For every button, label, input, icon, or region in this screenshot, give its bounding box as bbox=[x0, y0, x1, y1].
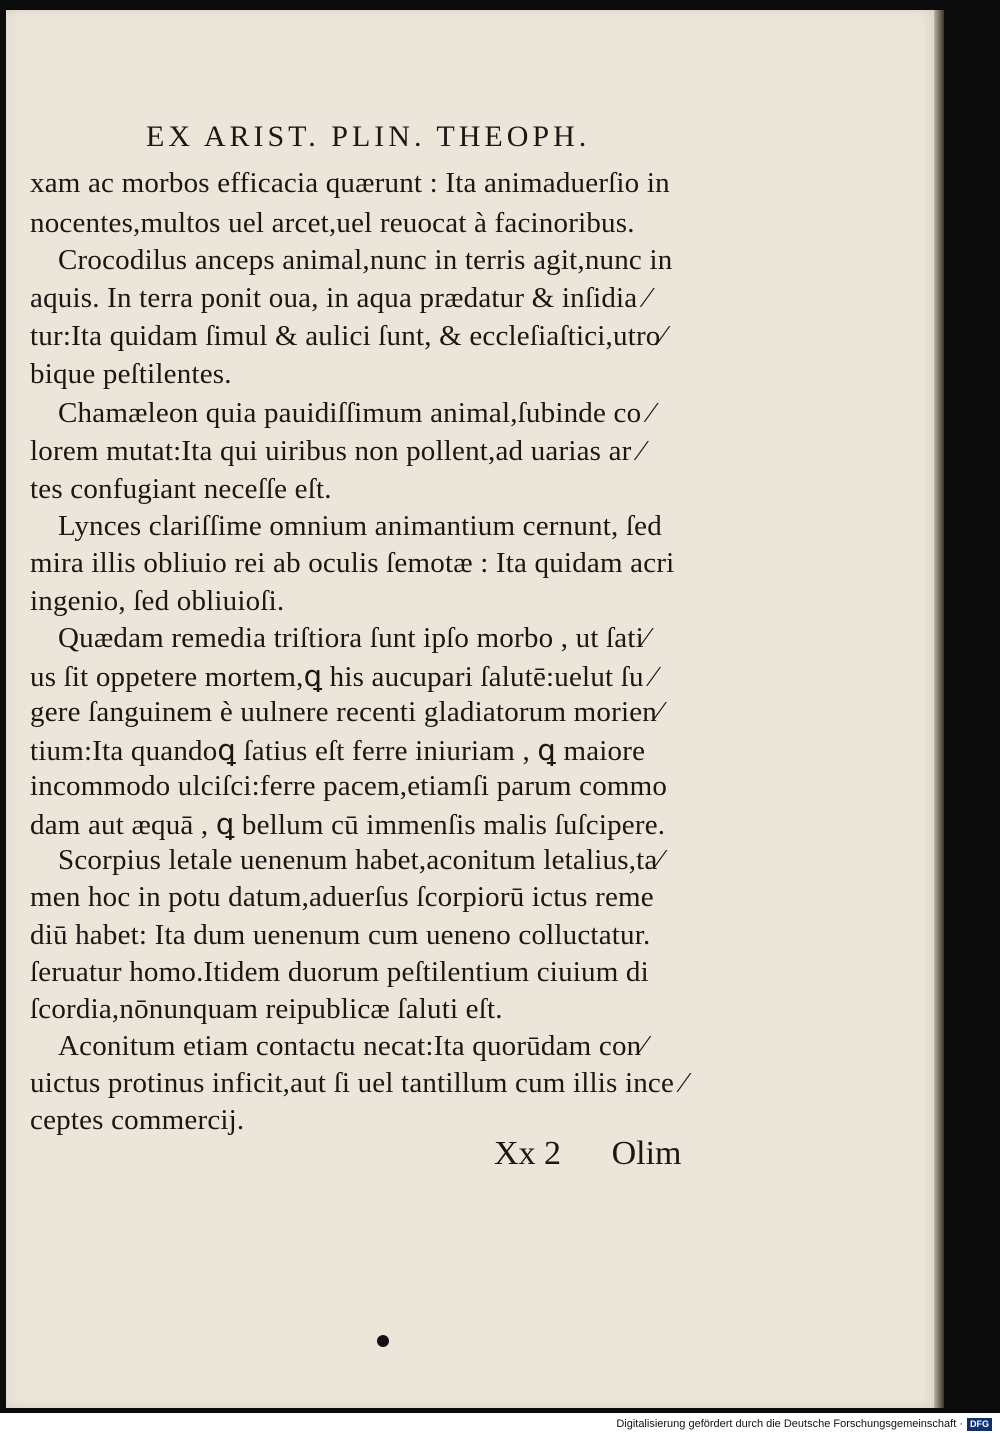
text-line: bique peſtilentes. bbox=[30, 358, 232, 390]
text-line: Lynces clariſſime omnium animantium cernunt, ſed bbox=[58, 510, 662, 542]
running-head: EX ARIST. PLIN. THEOPH. bbox=[146, 120, 591, 153]
text-line: ingenio, ſed obliuioſi. bbox=[30, 585, 285, 617]
text-line: us ſit oppetere mortem,ꝗ his aucupari ſalutē:uelut ſu ⁄ bbox=[30, 661, 657, 693]
book-page bbox=[6, 10, 937, 1408]
signature-mark: Xx 2 bbox=[494, 1135, 562, 1172]
dfg-logo-icon: DFG bbox=[967, 1418, 992, 1431]
text-line: aquis. In terra ponit oua, in aqua prædatur & inſidia ⁄ bbox=[30, 282, 650, 314]
text-line: Chamæleon quia pauidiſſimum animal,ſubinde co ⁄ bbox=[58, 397, 654, 429]
text-block bbox=[6, 10, 934, 1408]
text-line: Quædam remedia triſtiora ſunt ipſo morbo , ut ſati⁄ bbox=[58, 622, 649, 654]
digitization-footer bbox=[616, 1417, 992, 1431]
text-line: dam aut æquā , ꝗ bellum cū immenſis malis ſuſcipere. bbox=[30, 809, 666, 841]
text-line: ſcordia,nōnunquam reipublicæ ſaluti eſt. bbox=[30, 993, 503, 1025]
text-line: nocentes,multos uel arcet,uel reuocat à facinoribus. bbox=[30, 207, 635, 239]
text-line: tur:Ita quidam ſimul & aulici ſunt, & eccleſiaſtici,utro⁄ bbox=[30, 320, 666, 352]
text-line: mira illis obliuio rei ab oculis ſemotæ : Ita quidam acri bbox=[30, 547, 675, 579]
text-line: xam ac morbos efficacia quærunt : Ita animaduerſio in bbox=[30, 167, 670, 199]
footer-credit: Digitalisierung gefördert durch die Deutsche Forschungsgemeinschaft · bbox=[616, 1418, 963, 1430]
page-edge-shadow bbox=[934, 10, 944, 1408]
text-line: incommodo ulciſci:ferre pacem,etiamſi parum commo bbox=[30, 770, 668, 802]
text-line: tium:Ita quandoꝗ ſatius eſt ferre iniuriam , ꝗ maiore bbox=[30, 735, 646, 767]
text-line: Aconitum etiam contactu necat:Ita quorūdam con⁄ bbox=[58, 1030, 647, 1062]
text-line: lorem mutat:Ita qui uiribus non pollent,ad uarias ar ⁄ bbox=[30, 435, 645, 467]
text-line: Scorpius letale uenenum habet,aconitum letalius,ta⁄ bbox=[58, 844, 663, 876]
text-line: gere ſanguinem è uulnere recenti gladiatorum morien⁄ bbox=[30, 696, 663, 728]
text-line: tes confugiant neceſſe eſt. bbox=[30, 473, 332, 505]
catchline bbox=[494, 1135, 681, 1173]
text-line: uictus protinus inficit,aut ſi uel tantillum cum illis ince ⁄ bbox=[30, 1067, 687, 1099]
ink-dot bbox=[377, 1335, 389, 1347]
text-line: men hoc in potu datum,aduerſus ſcorpiorū ictus reme bbox=[30, 881, 654, 913]
text-line: ceptes commercij. bbox=[30, 1104, 245, 1136]
text-line: diū habet: Ita dum uenenum cum ueneno colluctatur. bbox=[30, 919, 651, 951]
catchword: Olim bbox=[611, 1135, 682, 1172]
text-line: Crocodilus anceps animal,nunc in terris agit,nunc in bbox=[58, 244, 673, 276]
text-line: ſeruatur homo.Itidem duorum peſtilentium ciuium di bbox=[30, 956, 649, 988]
